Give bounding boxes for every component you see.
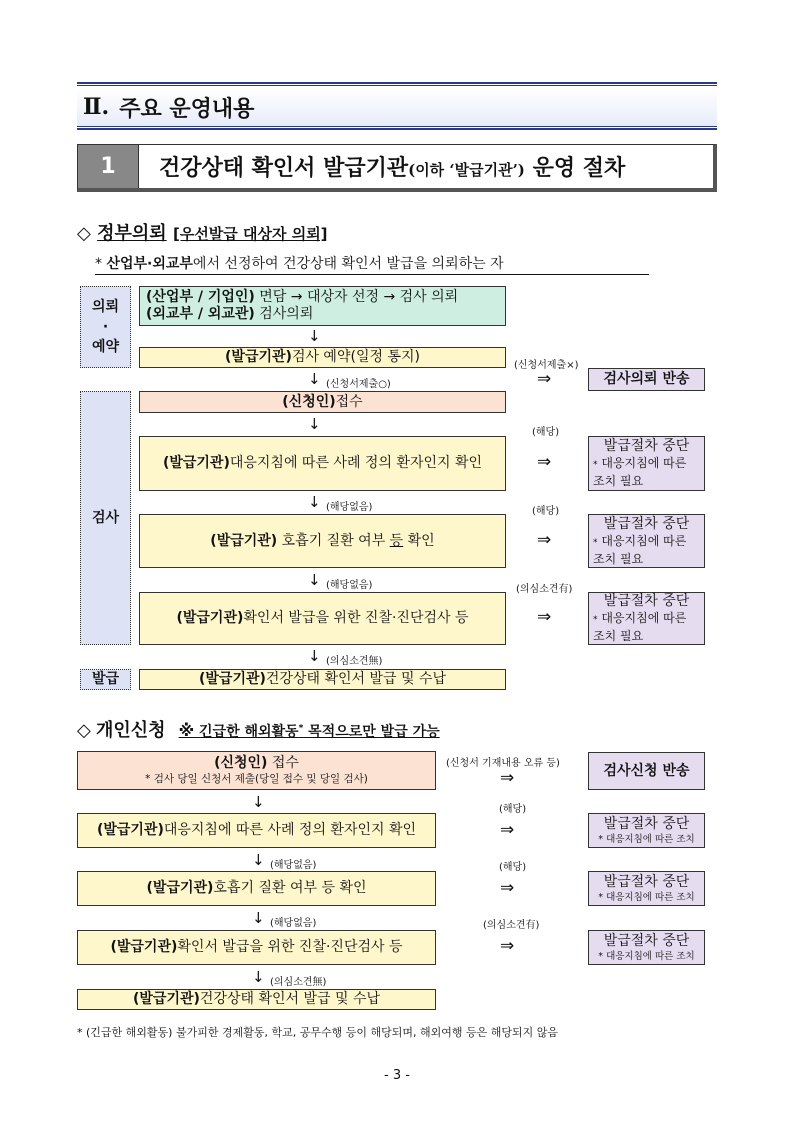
p1-case-check-box	[139, 436, 506, 491]
p1-row7-text: 건강상태 확인서 발급 및 수납	[265, 671, 446, 687]
p1-stop-box-1	[588, 436, 705, 491]
p2-return-label: 검사신청 반송	[603, 762, 690, 779]
down-arrow-icon: ↓	[252, 909, 265, 927]
footnote: * (긴급한 해외활동) 불가피한 경제활동, 학교, 공무수행 등이 해당되며, 해외여행 등은 해당되지 않음	[77, 1026, 558, 1039]
heading-title-main: 건강상태 확인서 발급기관	[159, 155, 409, 181]
p1-return-box	[588, 368, 705, 391]
p1-row1-bold2: (외교부 / 외교관)	[146, 306, 255, 322]
p2-row5-text: 건강상태 확인서 발급 및 수납	[199, 991, 380, 1007]
p2-applicant-box	[77, 751, 436, 790]
p1-note-no-suspect: (의심소견無)	[326, 656, 383, 667]
p1-row2-bold: (발급기관)	[225, 349, 292, 365]
p1-stop-box-2	[588, 514, 705, 568]
part2-note-sup: *	[298, 723, 304, 734]
p2-note-no-suspect: (의심소견無)	[270, 977, 327, 988]
part2-note-rest: 목적으로만 발급 가능	[303, 724, 440, 740]
stage-request-line2: 예약	[91, 339, 120, 355]
part2-note-text: 긴급한 해외활동	[199, 724, 299, 740]
p2-row1-bold: (신청인)	[214, 755, 268, 771]
stage-request-dot: ·	[102, 319, 109, 335]
part2-note	[178, 721, 440, 740]
numbered-heading	[77, 144, 717, 192]
p2-stop-sub: * 대응지침에 따른 조치	[598, 891, 695, 903]
p1-stop-line1: 대응지침에 따른	[601, 533, 687, 548]
section-header-bottom-rule	[77, 126, 717, 130]
p2-row1-text: 접수	[267, 755, 299, 771]
heading-title	[139, 151, 625, 182]
part1-desc-star: *	[95, 256, 102, 272]
section-header	[77, 88, 717, 126]
part1-description	[95, 253, 649, 275]
p1-row3-bold: (신청인)	[282, 393, 336, 410]
p1-applicant-box	[139, 391, 506, 413]
down-arrow-icon: ↓	[308, 493, 321, 511]
heading-title-end: 운영 절차	[524, 155, 626, 181]
p2-note-none-2: (해당없음)	[270, 918, 317, 929]
heading-number-badge	[78, 145, 139, 188]
p1-row5-text2: 확인	[403, 532, 435, 549]
stage-exam	[80, 391, 131, 645]
p1-stop-line2: 조치 필요	[593, 474, 644, 488]
p2-return-box	[588, 752, 705, 790]
implies-icon: ⇒	[500, 936, 515, 956]
p1-row4-text: 대응지침에 따른 사례 정의 환자인지 확인	[229, 455, 483, 471]
p1-note-none-1: (해당없음)	[326, 502, 373, 513]
p2-note-none-1: (해당없음)	[270, 860, 317, 871]
heading-number: 1	[100, 154, 116, 179]
down-arrow-icon: ↓	[308, 647, 321, 665]
implies-icon: ⇒	[537, 369, 552, 389]
diamond-icon: ◇	[77, 223, 91, 244]
stage-issue	[80, 669, 131, 690]
p2-stop-box-3	[588, 930, 705, 965]
p2-stop-sub: * 대응지침에 따른 조치	[598, 833, 695, 845]
p2-row5-bold: (발급기관)	[133, 991, 200, 1007]
p1-row6-bold: (발급기관)	[176, 610, 244, 626]
part2-note-symbol: ※	[178, 721, 195, 740]
down-arrow-icon: ↓	[308, 327, 321, 345]
p2-note-error: (신청서 기재내용 오류 등)	[446, 758, 560, 769]
down-arrow-icon: ↓	[308, 370, 321, 388]
p1-row1-text2: 검사의뢰	[254, 306, 314, 322]
p1-row3-text: 접수	[335, 393, 363, 410]
p2-stop-sub: * 대응지침에 따른 조치	[598, 950, 695, 962]
p2-row2-bold: (발급기관)	[96, 822, 164, 838]
stage-request-line1: 의뢰	[91, 299, 120, 315]
section-title: 주요 운영내용	[119, 96, 255, 122]
p1-row7-bold: (발급기관)	[199, 671, 266, 687]
implies-icon: ⇒	[500, 768, 515, 788]
p1-stop-star: *	[593, 460, 598, 470]
p1-note-submit-x: (신청서제출×)	[514, 360, 579, 371]
p2-row2-text: 대응지침에 따른 사례 정의 환자인지 확인	[163, 822, 417, 838]
implies-icon: ⇒	[537, 530, 552, 550]
implies-icon: ⇒	[537, 452, 552, 472]
p1-note-yes-2: (해당)	[532, 506, 560, 517]
stage-issue-label: 발급	[91, 671, 120, 687]
p1-row6-text: 확인서 발급을 위한 진찰·진단검사 등	[243, 610, 469, 626]
p1-row1-text1: 면담 → 대상자 선정 → 검사 의뢰	[254, 289, 459, 305]
stage-request	[80, 286, 131, 368]
stage-exam-label: 검사	[91, 509, 120, 526]
part1-desc-rest: 에서 선정하여 건강상태 확인서 발급을 의뢰하는 자	[192, 256, 504, 272]
diamond-icon: ◇	[77, 720, 91, 741]
p2-note-suspect: (의심소견有)	[483, 920, 540, 931]
part2-title: 개인신청	[95, 720, 166, 741]
p1-stop-box-3	[588, 592, 705, 645]
p1-stop-line1: 대응지침에 따른	[601, 611, 687, 625]
p1-note-yes-1: (해당)	[532, 427, 560, 438]
p1-row4-bold: (발급기관)	[162, 455, 230, 471]
implies-icon: ⇒	[500, 878, 515, 898]
down-arrow-icon: ↓	[252, 968, 265, 986]
p2-note-yes-2: (해당)	[499, 862, 527, 873]
down-arrow-icon: ↓	[252, 851, 265, 869]
p1-stop-star: *	[593, 615, 598, 625]
heading-title-note: (이하 ‘발급기관’)	[408, 161, 525, 179]
part1-heading	[77, 219, 328, 245]
p1-return-label: 검사의뢰 반송	[603, 371, 690, 387]
p1-stop-title: 발급절차 중단	[603, 438, 690, 454]
p2-respiratory-box	[77, 871, 436, 906]
p1-respiratory-box	[139, 514, 506, 568]
p1-row5-text: 호흡기 질환 여부	[277, 532, 390, 549]
p2-row3-bold: (발급기관)	[146, 880, 214, 896]
p2-stop-box-1	[588, 813, 705, 848]
p1-row5-bold: (발급기관)	[210, 532, 278, 549]
p1-stop-line2: 조치 필요	[593, 551, 644, 566]
page-number: - 3 -	[384, 1068, 410, 1083]
p1-stop-title: 발급절차 중단	[603, 593, 690, 609]
p2-row3-text: 호흡기 질환 여부 등 확인	[213, 880, 367, 896]
p2-case-check-box	[77, 813, 436, 848]
p1-stop-title: 발급절차 중단	[603, 515, 690, 532]
p2-exam-box	[77, 930, 436, 965]
p1-stop-line1: 대응지침에 따른	[601, 456, 687, 470]
p1-row5-underlined: 등	[389, 532, 404, 549]
p2-stop-title: 발급절차 중단	[603, 932, 690, 949]
p2-note-yes-1: (해당)	[499, 804, 527, 815]
p1-note-none-2: (해당없음)	[326, 580, 373, 591]
section-roman: Ⅱ.	[83, 94, 110, 120]
part1-subtitle: [우선발급 대상자 의뢰]	[172, 225, 328, 243]
p1-row1-bold1: (산업부 / 기업인)	[146, 289, 255, 305]
p2-row4-bold: (발급기관)	[110, 939, 178, 955]
section-header-top-rule	[77, 82, 717, 86]
p2-row4-text: 확인서 발급을 위한 진찰·진단검사 등	[177, 939, 403, 955]
implies-icon: ⇒	[537, 607, 552, 627]
p1-note-suspect: (의심소견有)	[516, 584, 573, 595]
down-arrow-icon: ↓	[252, 793, 265, 811]
p1-row2-text: 검사 예약(일정 통지)	[291, 349, 420, 365]
part1-title: 정부의뢰	[97, 223, 167, 244]
p2-stop-title: 발급절차 중단	[603, 873, 690, 890]
p1-stop-star: *	[593, 537, 598, 548]
implies-icon: ⇒	[500, 820, 515, 840]
down-arrow-icon: ↓	[308, 415, 321, 433]
p2-row1-sub: * 검사 당일 신청서 제출(당일 접수 및 당일 검사)	[145, 773, 368, 785]
p1-stop-line2: 조치 필요	[593, 629, 644, 643]
p1-issue-box	[139, 669, 506, 690]
part1-desc-bold: 산업부·외교부	[106, 256, 193, 272]
p2-issue-box	[77, 989, 436, 1010]
down-arrow-icon: ↓	[308, 571, 321, 589]
p2-stop-title: 발급절차 중단	[603, 815, 690, 832]
p1-exam-box	[139, 592, 506, 645]
p1-reservation-box	[139, 347, 506, 368]
part2-heading	[77, 716, 440, 742]
p1-request-box	[139, 286, 506, 326]
p2-stop-box-2	[588, 871, 705, 906]
p1-note-submit-o: (신청서제출○)	[326, 379, 391, 390]
